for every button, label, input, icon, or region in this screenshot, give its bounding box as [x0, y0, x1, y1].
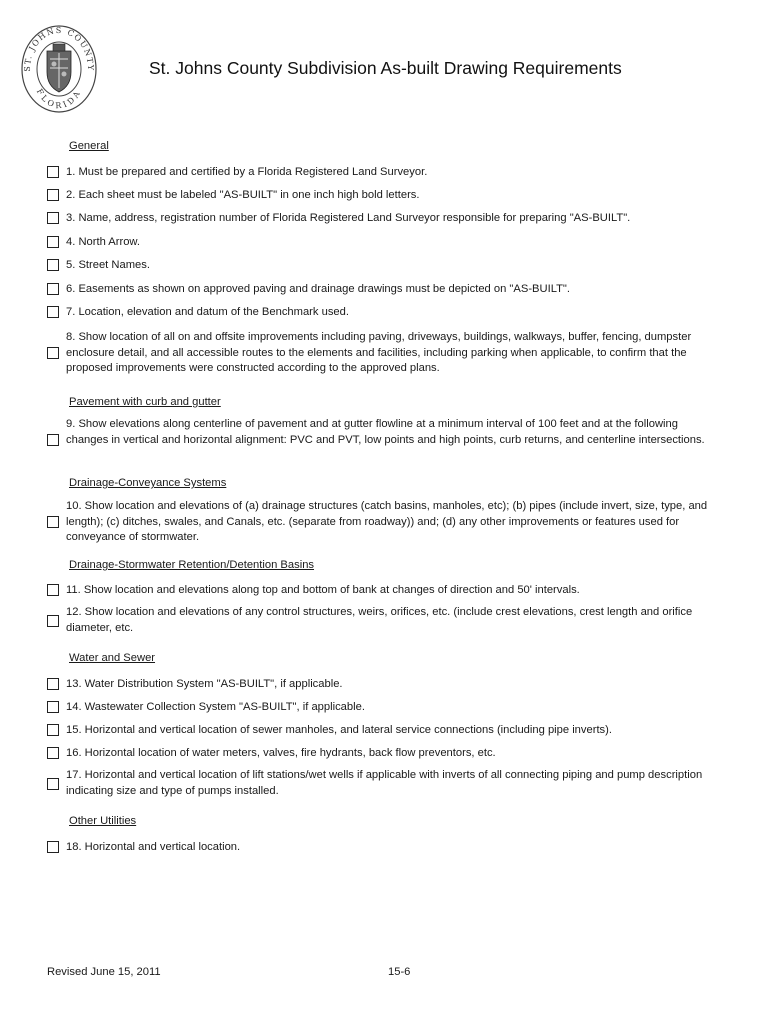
requirement-text: 6. Easements as shown on approved paving and drainage drawings must be depicted on "AS-BUILT".	[66, 283, 571, 295]
checkbox[interactable]	[47, 259, 59, 271]
checkbox[interactable]	[47, 306, 59, 318]
requirement-item-7	[66, 305, 716, 321]
requirement-item-2	[66, 188, 716, 204]
checkbox[interactable]	[47, 236, 59, 248]
requirement-item-14	[66, 700, 716, 716]
section-heading-pavement: Pavement with curb and gutter	[69, 396, 221, 408]
checkbox[interactable]	[47, 283, 59, 295]
requirement-item-4	[66, 235, 716, 251]
requirement-text: 13. Water Distribution System "AS-BUILT", if applicable.	[66, 678, 343, 690]
requirement-text: 2. Each sheet must be labeled "AS-BUILT" in one inch high bold letters.	[66, 189, 420, 201]
requirement-text: 14. Wastewater Collection System "AS-BUILT", if applicable.	[66, 701, 365, 713]
requirement-item-5	[66, 258, 716, 274]
requirement-item-16	[66, 746, 716, 762]
requirement-text: 8. Show location of all on and offsite improvements including paving, driveways, buildings, walkways, buffer, fencing, dumpster enclosure detail, and all accessible routes to the elements and facilities, including parking when applicable, to confirm that the proposed improvements were constructed according to the approved plans.	[66, 331, 692, 374]
requirement-item-13	[66, 677, 716, 693]
footer-revised-date: Revised June 15, 2011	[47, 966, 161, 978]
checkbox[interactable]	[47, 166, 59, 178]
requirement-text: 12. Show location and elevations of any control structures, weirs, orifices, etc. (include crest elevations, crest length and orifice diameter, etc.	[66, 606, 693, 634]
checkbox[interactable]	[47, 701, 59, 713]
requirement-text: 16. Horizontal location of water meters, valves, fire hydrants, back flow preventors, etc.	[66, 747, 496, 759]
section-heading-stormwater: Drainage-Stormwater Retention/Detention Basins	[69, 559, 315, 571]
checkbox[interactable]	[47, 724, 59, 736]
requirement-text: 11. Show location and elevations along top and bottom of bank at changes of direction and 50' intervals.	[66, 584, 580, 596]
requirement-text: 3. Name, address, registration number of Florida Registered Land Surveyor responsible for preparing "AS-BUILT".	[66, 212, 631, 224]
requirement-item-6	[66, 282, 716, 298]
checkbox[interactable]	[47, 189, 59, 201]
footer-page-number: 15-6	[388, 966, 411, 978]
checkbox[interactable]	[47, 516, 59, 528]
checkbox[interactable]	[47, 212, 59, 224]
requirement-item-12	[66, 605, 716, 636]
requirement-text: 1. Must be prepared and certified by a Florida Registered Land Surveyor.	[66, 166, 428, 178]
checkbox[interactable]	[47, 678, 59, 690]
requirement-item-15	[66, 723, 716, 739]
requirement-text: 15. Horizontal and vertical location of sewer manholes, and lateral service connections (including pipe inverts).	[66, 724, 612, 736]
requirement-item-10	[66, 499, 716, 546]
requirement-item-9	[66, 417, 716, 448]
requirement-text: 4. North Arrow.	[66, 236, 140, 248]
checkbox[interactable]	[47, 347, 59, 359]
checkbox[interactable]	[47, 747, 59, 759]
seal-text-top: ST. JOHNS COUNTY	[22, 25, 96, 72]
requirement-text: 10. Show location and elevations of (a) drainage structures (catch basins, manholes, etc); (b) pipes (include invert, size, type, and length); (c) ditches, swales, and Canals, etc. (separate from roadway)) and; (d) any other improvements or features used for conveyance of stormwater.	[66, 500, 708, 543]
requirement-item-3	[66, 211, 716, 227]
checkbox[interactable]	[47, 584, 59, 596]
requirement-text: 7. Location, elevation and datum of the Benchmark used.	[66, 306, 349, 318]
section-heading-water-sewer: Water and Sewer	[69, 652, 156, 664]
requirement-text: 9. Show elevations along centerline of pavement and at gutter flowline at a minimum interval of 100 feet and at the following changes in vertical and horizontal alignment: PVC and PVT, low points and high points, curb returns, and centerline intersections.	[66, 418, 705, 446]
section-heading-other-utilities: Other Utilities	[69, 815, 137, 827]
requirement-item-1	[66, 165, 716, 181]
county-seal-logo	[20, 24, 98, 114]
requirement-text: 18. Horizontal and vertical location.	[66, 841, 241, 853]
requirement-text: 5. Street Names.	[66, 259, 150, 271]
checkbox[interactable]	[47, 615, 59, 627]
page-title: St. Johns County Subdivision As-built Drawing Requirements	[149, 58, 622, 78]
requirement-item-11	[66, 583, 716, 599]
requirement-item-8	[66, 330, 716, 377]
requirement-item-18	[66, 840, 716, 856]
section-heading-conveyance: Drainage-Conveyance Systems	[69, 477, 227, 489]
seal-text-bottom: FLORIDA	[34, 87, 84, 111]
checkbox[interactable]	[47, 778, 59, 790]
section-heading-general: General	[69, 140, 109, 152]
checkbox[interactable]	[47, 841, 59, 853]
requirement-text: 17. Horizontal and vertical location of lift stations/wet wells if applicable with inverts of all connecting piping and pump description indicating size and type of pumps installed.	[66, 769, 703, 797]
checkbox[interactable]	[47, 434, 59, 446]
requirement-item-17	[66, 768, 716, 799]
